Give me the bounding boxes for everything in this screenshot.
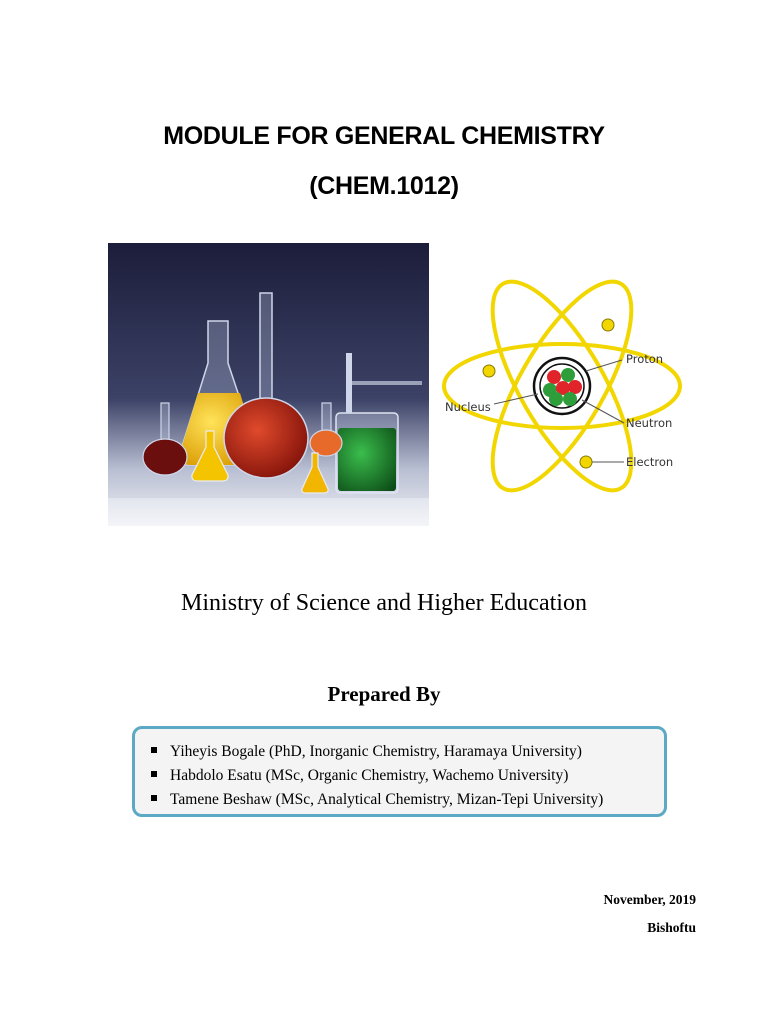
author-item <box>151 764 664 788</box>
bullet-icon <box>151 771 157 777</box>
bullet-icon <box>151 747 157 753</box>
publication-place: Bishoftu <box>647 920 696 935</box>
prepared-by-heading: Prepared By <box>327 682 441 706</box>
author-text: Habdolo Esatu (MSc, Organic Chemistry, Wachemo University) <box>170 767 569 784</box>
module-title: MODULE FOR GENERAL CHEMISTRY <box>163 122 605 150</box>
authors-box <box>132 726 667 817</box>
nucleus <box>534 358 590 414</box>
nucleus-label: Nucleus <box>445 400 491 414</box>
atom-diagram <box>432 243 692 526</box>
author-text: Tamene Beshaw (MSc, Analytical Chemistry, Mizan-Tepi University) <box>170 791 604 808</box>
laboratory-glassware-image <box>108 243 429 526</box>
author-text: Yiheyis Bogale (PhD, Inorganic Chemistry, Haramaya University) <box>170 743 582 760</box>
electron-label: Electron <box>626 455 674 469</box>
authors-list <box>135 729 664 812</box>
bullet-icon <box>151 795 157 801</box>
ministry-name: Ministry of Science and Higher Education <box>181 590 587 616</box>
course-code: (CHEM.1012) <box>309 172 459 200</box>
neutron-label: Neutron <box>626 416 673 430</box>
author-item <box>151 788 664 812</box>
publication-date: November, 2019 <box>603 892 696 907</box>
author-item <box>151 740 664 764</box>
proton-label: Proton <box>626 352 664 366</box>
